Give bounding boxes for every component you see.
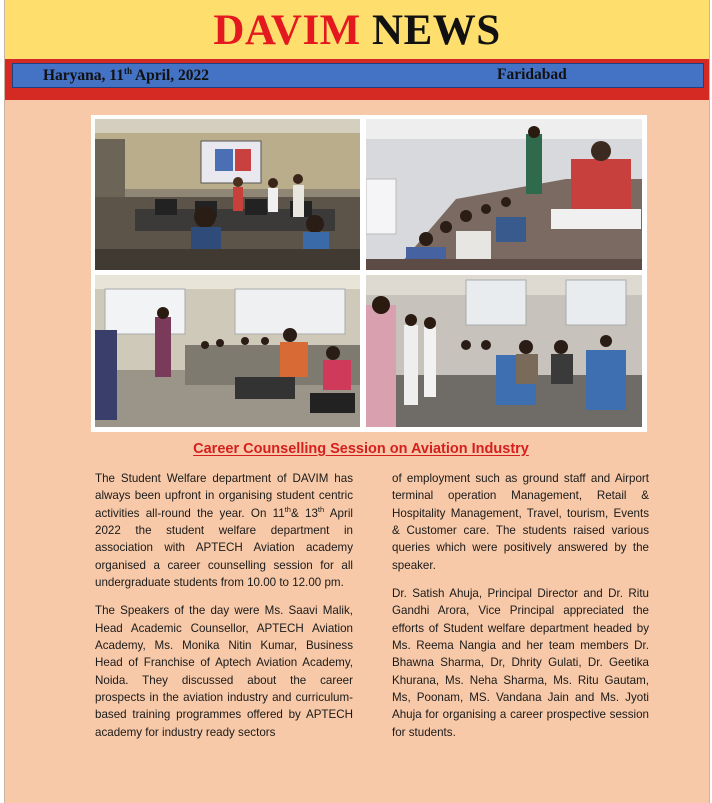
issue-date <box>43 66 209 85</box>
article-column-right <box>392 470 649 752</box>
article-headline: Career Counselling Session on Aviation Industry <box>193 441 529 457</box>
masthead-title-news: NEWS <box>372 7 501 54</box>
newsletter-page <box>4 0 710 803</box>
article-paragraph: of employment such as ground staff and Airport terminal operation Management, Retail & Hospitality Management, Travel, tourism, Events & Customer care. The students raised various queries which were positively answered by the speaker. <box>392 472 649 572</box>
issue-city: Faridabad <box>497 66 567 83</box>
ordinal-suffix: th <box>317 504 325 514</box>
issue-date-ordinal: th <box>123 66 132 76</box>
students-seated-rows-photo <box>366 275 642 427</box>
article-paragraph <box>95 470 353 591</box>
article-text: The Student Welfare department of DAVIM has always been upfront in organising student centric activities all-round the year. On 11 <box>95 472 353 520</box>
article-text: & 13 <box>290 506 318 520</box>
article-paragraph: The Speakers of the day were Ms. Saavi Malik, Head Academic Counsellor, APTECH Aviation Academy, Ms. Monika Nitin Kumar, Business Head of Franchise of Aptech Aviation Academy, Noida. They discussed about the career prospects in the aviation industry and curriculum-based training programmes offered by APTECH academy for industry ready sectors <box>95 604 353 739</box>
masthead-title-davim: DAVIM <box>213 7 361 54</box>
classroom-students-photo <box>366 119 642 270</box>
issue-date-month-year: April, 2022 <box>131 67 210 85</box>
photo-collage <box>91 115 647 432</box>
article-paragraph: Dr. Satish Ahuja, Principal Director and Dr. Ritu Gandhi Arora, Vice Principal appreciated the efforts of Student welfare department headed by Ms. Reema Nangia and her team members Dr. Bhawna Sharma, Dr, Dhrity Gulati, Dr. Geetika Khurana, Ms. Neha Sharma, Ms. Ritu Gautam, Ms, Poonam, MS. Vandana Jain and Ms. Jyoti Ahuja for organising a career prospective session for students. <box>392 587 649 739</box>
date-location-bar <box>12 63 704 88</box>
issue-date-day: Haryana, 11 <box>43 67 124 85</box>
article-text: April 2022 the student welfare department in association with APTECH Aviation academy organised a career counselling session for all undergraduate students from 10.00 to 12.00 pm. <box>95 506 353 590</box>
ordinal-suffix: th <box>284 504 291 514</box>
computer-lab-session-photo <box>95 119 360 270</box>
article-column-left <box>95 470 353 752</box>
speaker-addressing-students-photo <box>95 275 360 427</box>
masthead <box>5 0 709 59</box>
